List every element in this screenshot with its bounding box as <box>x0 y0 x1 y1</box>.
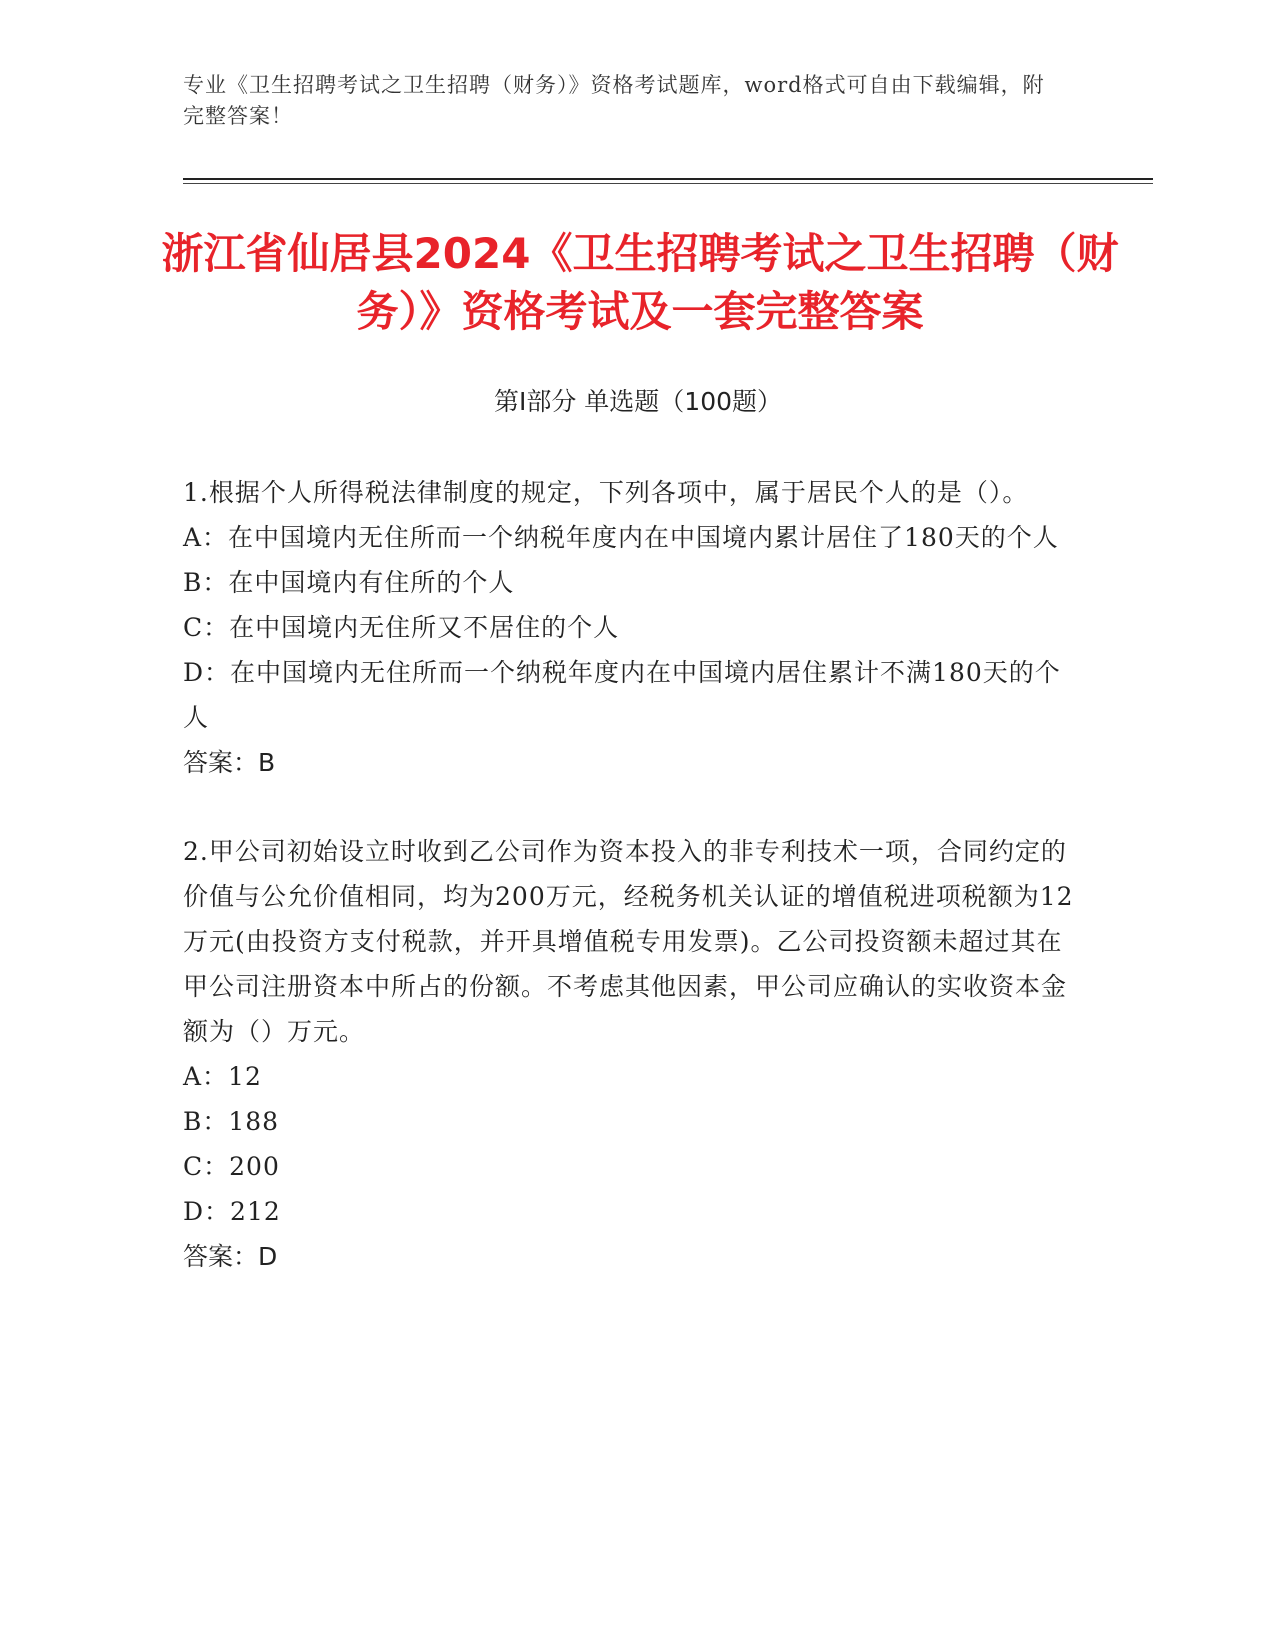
answer-line: 答案：D <box>183 1242 278 1271</box>
question-text: 2.甲公司初始设立时收到乙公司作为资本投入的非专利技术一项，合同约定的价值与公允价值相同，均为200万元，经税务机关认证的增值税进项税额为12万元(由投资方支付税款，并开具增值税专用发票)。乙公司投资额未超过其在甲公司注册资本中所占的份额。不考虑其他因素，甲公司应确认的实收资本金额为（）万元。 <box>183 837 1074 1046</box>
option-b: B：在中国境内有住所的个人 <box>183 568 515 597</box>
question-list <box>183 470 1083 1323</box>
header-rule-thick <box>183 178 1153 180</box>
option-d: D：212 <box>183 1197 281 1226</box>
question-1 <box>183 470 1083 785</box>
option-a: A：在中国境内无住所而一个纳税年度内在中国境内累计居住了180天的个人 <box>183 523 1059 552</box>
document-title: 浙江省仙居县2024《卫生招聘考试之卫生招聘（财务）》资格考试及一套完整答案 <box>161 229 1119 336</box>
option-a: A：12 <box>183 1062 262 1091</box>
answer-line: 答案：B <box>183 748 276 777</box>
question-2 <box>183 829 1083 1279</box>
option-b: B：188 <box>183 1107 280 1136</box>
option-d: D：在中国境内无住所而一个纳税年度内在中国境内居住累计不满180天的个人 <box>183 658 1061 732</box>
question-text: 1.根据个人所得税法律制度的规定，下列各项中，属于居民个人的是（）。 <box>183 478 1029 507</box>
header-rule-thin <box>183 183 1153 184</box>
header-note: 专业《卫生招聘考试之卫生招聘（财务）》资格考试题库，word格式可自由下载编辑，附完整答案！ <box>183 73 1045 128</box>
section-title: 第Ⅰ部分 单选题（100题） <box>493 387 783 416</box>
option-c: C：在中国境内无住所又不居住的个人 <box>183 613 620 642</box>
option-c: C：200 <box>183 1152 280 1181</box>
